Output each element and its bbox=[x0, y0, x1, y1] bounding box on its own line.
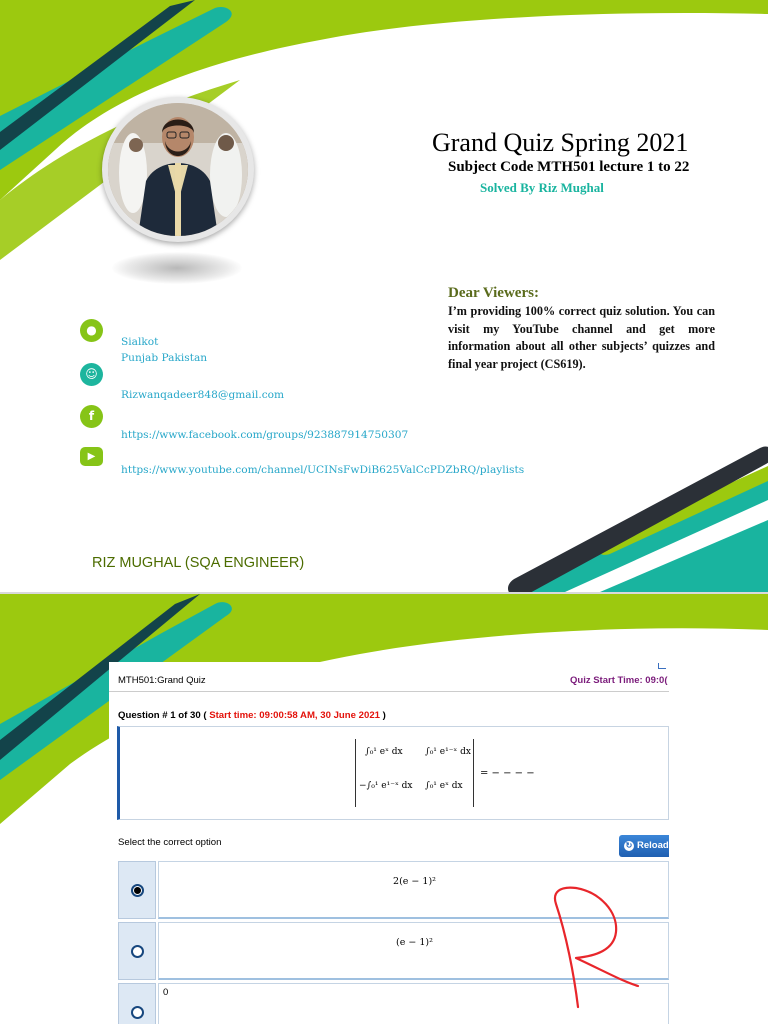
determinant-result: = − − − − bbox=[480, 768, 535, 779]
reload-label: Reload bbox=[637, 840, 669, 851]
facebook-link[interactable]: https://www.facebook.com/groups/923887914750307 bbox=[121, 429, 409, 441]
matrix-r2c2: ∫₀¹ eˣ dx bbox=[425, 781, 463, 791]
quiz-page bbox=[0, 594, 768, 1024]
option-text: 0 bbox=[163, 987, 169, 998]
viewers-message: I’m providing 100% correct quiz solution. You can visit my YouTube channel and get more information about all other subjects’ quizzes and final year project (CS619). bbox=[448, 304, 715, 371]
select-option-label: Select the correct option bbox=[118, 837, 222, 848]
contact-region: Punjab Pakistan bbox=[121, 352, 208, 364]
solver-credit: Solved By Riz Mughal bbox=[480, 180, 604, 195]
chat-icon: ☺ bbox=[80, 363, 103, 386]
profile-photo bbox=[108, 103, 248, 236]
quiz-title: MTH501:Grand Quiz bbox=[118, 675, 206, 686]
contact-email[interactable]: Rizwanqadeer848@gmail.com bbox=[121, 389, 285, 401]
option-text: (e − 1)² bbox=[396, 937, 433, 948]
author-name: RIZ MUGHAL (SQA ENGINEER) bbox=[92, 555, 305, 571]
matrix-r1c2: ∫₀¹ e¹⁻ˣ dx bbox=[425, 747, 471, 757]
matrix-r1c1: ∫₀¹ eˣ dx bbox=[365, 747, 403, 757]
question-count: of 30 ( bbox=[175, 710, 207, 721]
photo-shadow bbox=[112, 252, 242, 284]
refresh-icon: ↻ bbox=[625, 841, 633, 850]
viewers-heading: Dear Viewers: bbox=[448, 285, 539, 301]
subject-code: Subject Code MTH501 lecture 1 to 22 bbox=[448, 159, 690, 175]
contact-city: Sialkot bbox=[121, 336, 159, 348]
question-number: 1 bbox=[170, 710, 176, 721]
question-start-time: Start time: 09:00:58 AM, 30 June 2021 bbox=[209, 710, 380, 721]
matrix-r2c1: −∫₀¹ e¹⁻ˣ dx bbox=[359, 781, 413, 791]
location-pin-icon: ● bbox=[80, 319, 103, 342]
quiz-start-time: Quiz Start Time: 09:0( bbox=[570, 675, 668, 686]
handwritten-r-mark bbox=[0, 594, 768, 1024]
facebook-icon: f bbox=[80, 405, 103, 428]
profile-photo-frame bbox=[102, 97, 254, 242]
question-prefix: Question # bbox=[118, 710, 171, 721]
question-close: ) bbox=[380, 710, 386, 721]
youtube-link[interactable]: https://www.youtube.com/channel/UCINsFwDiB625ValCcPDZbRQ/playlists bbox=[121, 464, 525, 476]
youtube-play-icon: ▶ bbox=[80, 447, 103, 466]
option-text: 2(e − 1)² bbox=[393, 876, 436, 887]
page-title: Grand Quiz Spring 2021 bbox=[432, 128, 689, 157]
